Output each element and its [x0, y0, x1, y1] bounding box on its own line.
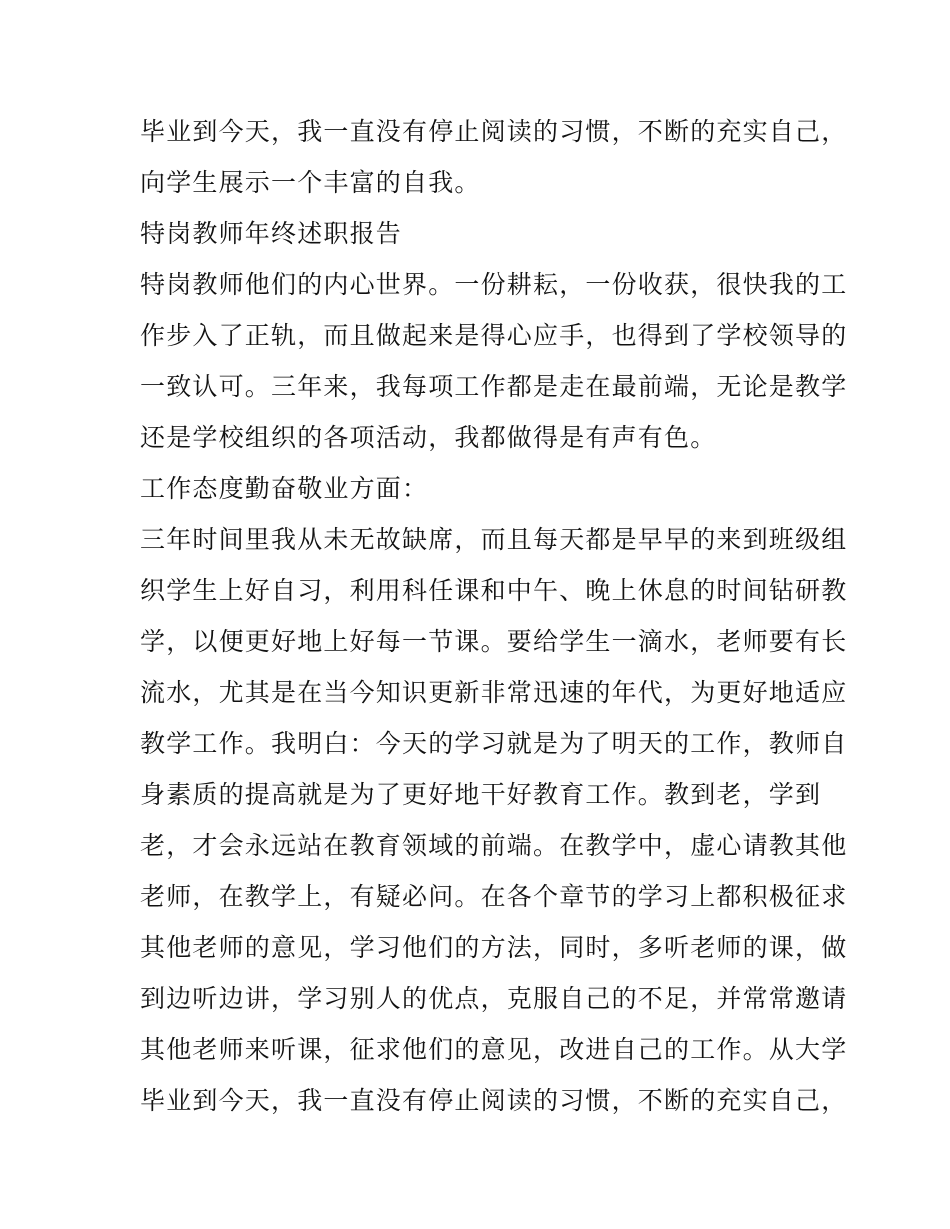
text-line: 毕业到今天，我一直没有停止阅读的习惯，不断的充实自己，	[140, 117, 848, 146]
text-line: 作步入了正轨，而且做起来是得心应手，也得到了学校领导的	[140, 321, 848, 350]
text-line: 老，才会永远站在教育领域的前端。在教学中，虚心请教其他	[140, 831, 848, 860]
text-line: 老师，在教学上，有疑必问。在各个章节的学习上都积极征求	[140, 882, 848, 911]
text-line: 其他老师来听课，征求他们的意见，改进自己的工作。从大学	[140, 1035, 848, 1064]
text-line: 身素质的提高就是为了更好地干好教育工作。教到老，学到	[140, 780, 822, 809]
text-line: 到边听边讲，学习别人的优点，克服自己的不足，并常常邀请	[140, 984, 848, 1013]
text-line: 织学生上好自习，利用科任课和中午、晚上休息的时间钻研教	[140, 576, 848, 605]
text-line: 其他老师的意见，学习他们的方法，同时，多听老师的课，做	[140, 933, 848, 962]
text-line: 教学工作。我明白：今天的学习就是为了明天的工作，教师自	[140, 729, 848, 758]
section-heading: 特岗教师年终述职报告	[140, 219, 403, 248]
text-line: 向学生展示一个丰富的自我。	[140, 168, 481, 197]
text-line: 还是学校组织的各项活动，我都做得是有声有色。	[140, 423, 717, 452]
text-line: 毕业到今天，我一直没有停止阅读的习惯，不断的充实自己，	[140, 1086, 848, 1115]
text-line: 一致认可。三年来，我每项工作都是走在最前端，无论是教学	[140, 372, 848, 401]
section-heading: 工作态度勤奋敬业方面：	[140, 474, 429, 503]
text-line: 学，以便更好地上好每一节课。要给学生一滴水，老师要有长	[140, 627, 848, 656]
document-body	[140, 106, 848, 1126]
text-line: 特岗教师他们的内心世界。一份耕耘，一份收获，很快我的工	[140, 270, 848, 299]
text-line: 流水，尤其是在当今知识更新非常迅速的年代，为更好地适应	[140, 678, 848, 707]
text-line: 三年时间里我从未无故缺席，而且每天都是早早的来到班级组	[140, 525, 848, 554]
